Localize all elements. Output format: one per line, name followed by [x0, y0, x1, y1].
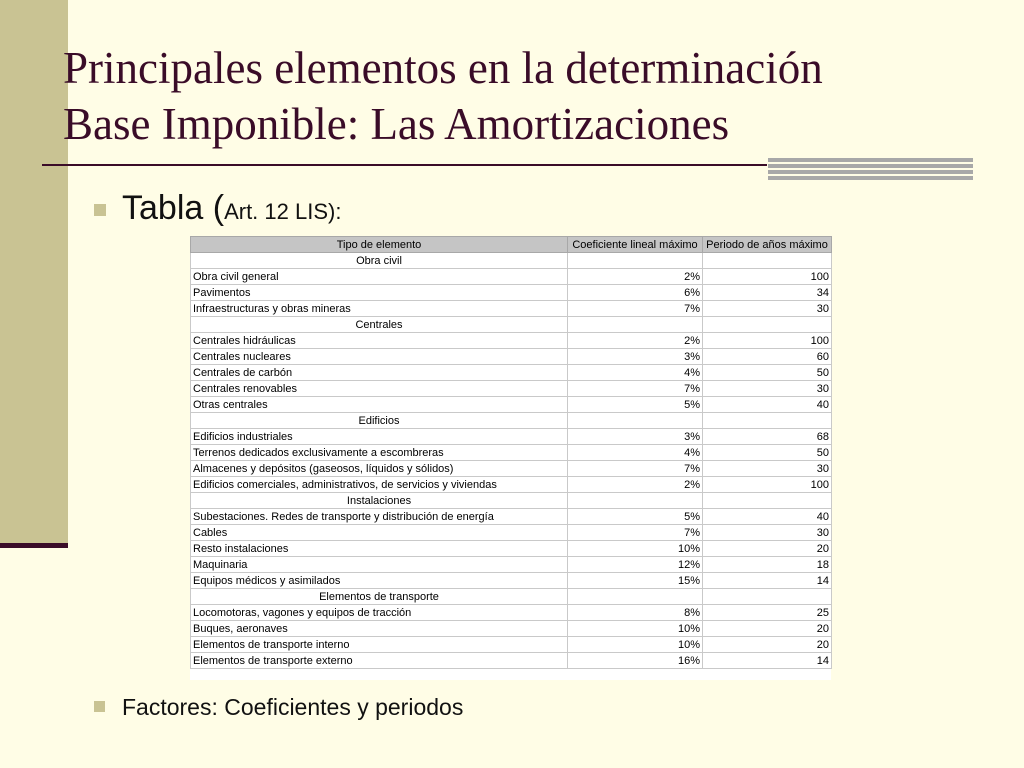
empty-cell [568, 317, 703, 333]
years-cell: 34 [703, 285, 832, 301]
bullet-square-icon [94, 204, 106, 216]
element-name-cell: Obra civil general [191, 269, 568, 285]
amortization-table-container [190, 236, 831, 680]
table-row [191, 429, 832, 445]
table-row [191, 621, 832, 637]
table-row [191, 605, 832, 621]
years-cell: 25 [703, 605, 832, 621]
element-name-cell: Equipos médicos y asimilados [191, 573, 568, 589]
years-cell: 30 [703, 461, 832, 477]
coef-cell: 4% [568, 365, 703, 381]
element-name-cell: Centrales de carbón [191, 365, 568, 381]
coef-cell: 3% [568, 429, 703, 445]
bullet-square-icon [94, 701, 105, 712]
coef-cell: 6% [568, 285, 703, 301]
empty-cell [568, 493, 703, 509]
table-row [191, 381, 832, 397]
coef-cell: 5% [568, 509, 703, 525]
bullet-table-reference [122, 189, 341, 228]
coef-cell: 7% [568, 301, 703, 317]
table-row [191, 525, 832, 541]
empty-cell [568, 253, 703, 269]
table-row [191, 509, 832, 525]
table-row [191, 557, 832, 573]
years-cell: 40 [703, 509, 832, 525]
left-bar-accent [0, 543, 68, 548]
amortization-table [190, 236, 832, 669]
coef-cell: 5% [568, 397, 703, 413]
coef-cell: 4% [568, 445, 703, 461]
years-cell: 14 [703, 653, 832, 669]
table-row [191, 349, 832, 365]
element-name-cell: Resto instalaciones [191, 541, 568, 557]
element-name-cell: Centrales hidráulicas [191, 333, 568, 349]
empty-cell [568, 413, 703, 429]
slide-title [63, 40, 1013, 152]
coef-cell: 8% [568, 605, 703, 621]
category-label: Instalaciones [191, 493, 568, 509]
header-coeficiente: Coeficiente lineal máximo [568, 237, 703, 253]
coef-cell: 10% [568, 621, 703, 637]
coef-cell: 2% [568, 333, 703, 349]
empty-cell [568, 589, 703, 605]
years-cell: 50 [703, 445, 832, 461]
table-row [191, 269, 832, 285]
table-category-row [191, 253, 832, 269]
element-name-cell: Subestaciones. Redes de transporte y distribución de energía [191, 509, 568, 525]
left-decorative-bar [0, 0, 68, 545]
years-cell: 100 [703, 269, 832, 285]
header-periodo: Periodo de años máximo [703, 237, 832, 253]
element-name-cell: Pavimentos [191, 285, 568, 301]
empty-cell [703, 317, 832, 333]
element-name-cell: Edificios comerciales, administrativos, de servicios y viviendas [191, 477, 568, 493]
title-stripes-decoration [768, 158, 973, 180]
coef-cell: 7% [568, 381, 703, 397]
title-underline [42, 164, 767, 166]
table-row [191, 541, 832, 557]
table-category-row [191, 413, 832, 429]
table-row [191, 477, 832, 493]
years-cell: 20 [703, 541, 832, 557]
element-name-cell: Cables [191, 525, 568, 541]
element-name-cell: Locomotoras, vagones y equipos de tracción [191, 605, 568, 621]
coef-cell: 12% [568, 557, 703, 573]
element-name-cell: Elementos de transporte interno [191, 637, 568, 653]
element-name-cell: Centrales nucleares [191, 349, 568, 365]
years-cell: 14 [703, 573, 832, 589]
years-cell: 40 [703, 397, 832, 413]
table-category-row [191, 589, 832, 605]
element-name-cell: Maquinaria [191, 557, 568, 573]
table-row [191, 333, 832, 349]
empty-cell [703, 253, 832, 269]
coef-cell: 10% [568, 541, 703, 557]
years-cell: 68 [703, 429, 832, 445]
category-label: Obra civil [191, 253, 568, 269]
coef-cell: 3% [568, 349, 703, 365]
empty-cell [703, 493, 832, 509]
years-cell: 50 [703, 365, 832, 381]
element-name-cell: Elementos de transporte externo [191, 653, 568, 669]
table-row [191, 573, 832, 589]
empty-cell [703, 413, 832, 429]
coef-cell: 2% [568, 269, 703, 285]
category-label: Elementos de transporte [191, 589, 568, 605]
years-cell: 30 [703, 381, 832, 397]
title-line-2: Base Imponible: Las Amortizaciones [63, 99, 730, 149]
coef-cell: 7% [568, 461, 703, 477]
coef-cell: 7% [568, 525, 703, 541]
header-tipo: Tipo de elemento [191, 237, 568, 253]
years-cell: 100 [703, 333, 832, 349]
element-name-cell: Centrales renovables [191, 381, 568, 397]
years-cell: 20 [703, 621, 832, 637]
table-row [191, 653, 832, 669]
years-cell: 20 [703, 637, 832, 653]
element-name-cell: Edificios industriales [191, 429, 568, 445]
table-category-row [191, 317, 832, 333]
years-cell: 18 [703, 557, 832, 573]
title-line-1: Principales elementos en la determinación [63, 43, 823, 93]
coef-cell: 16% [568, 653, 703, 669]
table-row [191, 285, 832, 301]
table-row [191, 445, 832, 461]
coef-cell: 2% [568, 477, 703, 493]
coef-cell: 15% [568, 573, 703, 589]
element-name-cell: Almacenes y depósitos (gaseosos, líquidos y sólidos) [191, 461, 568, 477]
category-label: Centrales [191, 317, 568, 333]
element-name-cell: Otras centrales [191, 397, 568, 413]
bullet-factores: Factores: Coeficientes y periodos [122, 694, 464, 720]
years-cell: 60 [703, 349, 832, 365]
element-name-cell: Terrenos dedicados exclusivamente a escombreras [191, 445, 568, 461]
years-cell: 30 [703, 525, 832, 541]
table-category-row [191, 493, 832, 509]
table-body [191, 253, 832, 669]
years-cell: 30 [703, 301, 832, 317]
element-name-cell: Infraestructuras y obras mineras [191, 301, 568, 317]
category-label: Edificios [191, 413, 568, 429]
years-cell: 100 [703, 477, 832, 493]
table-row [191, 365, 832, 381]
table-row [191, 637, 832, 653]
empty-cell [703, 589, 832, 605]
table-row [191, 301, 832, 317]
table-row [191, 397, 832, 413]
bullet-article-text: Art. 12 LIS): [224, 199, 342, 224]
bullet-main-text: Tabla ( [122, 189, 225, 227]
table-row [191, 461, 832, 477]
coef-cell: 10% [568, 637, 703, 653]
table-header-row [191, 237, 832, 253]
element-name-cell: Buques, aeronaves [191, 621, 568, 637]
